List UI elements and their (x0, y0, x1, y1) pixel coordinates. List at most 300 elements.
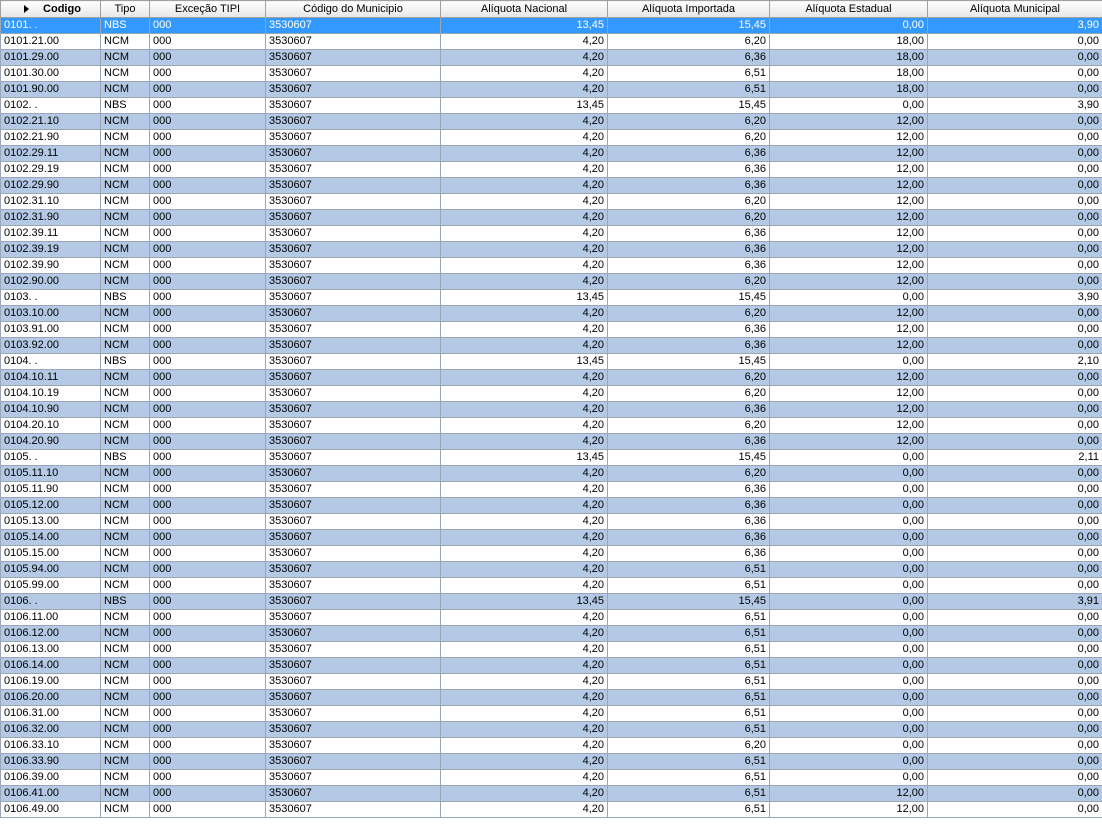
aliquota-nacional-cell[interactable]: 4,20 (441, 194, 608, 210)
aliquota-nacional-cell[interactable]: 4,20 (441, 66, 608, 82)
aliquota-municipal-cell[interactable]: 0,00 (928, 642, 1102, 658)
excecao-tipi-cell[interactable]: 000 (150, 770, 266, 786)
excecao-tipi-cell[interactable]: 000 (150, 194, 266, 210)
tipo-cell[interactable]: NCM (101, 50, 150, 66)
aliquota-importada-cell[interactable]: 15,45 (608, 354, 770, 370)
aliquota-nacional-cell[interactable]: 4,20 (441, 162, 608, 178)
excecao-tipi-cell[interactable]: 000 (150, 370, 266, 386)
tipo-cell[interactable]: NCM (101, 402, 150, 418)
codigo-cell[interactable]: 0106.20.00 (1, 690, 101, 706)
codigo-municipio-cell[interactable]: 3530607 (266, 306, 441, 322)
aliquota-nacional-cell[interactable]: 4,20 (441, 370, 608, 386)
tipo-cell[interactable]: NCM (101, 802, 150, 818)
table-row[interactable] (1, 482, 1102, 498)
codigo-municipio-cell[interactable]: 3530607 (266, 706, 441, 722)
aliquota-estadual-cell[interactable]: 0,00 (770, 498, 928, 514)
codigo-municipio-cell[interactable]: 3530607 (266, 610, 441, 626)
aliquota-importada-cell[interactable]: 6,51 (608, 610, 770, 626)
aliquota-estadual-cell[interactable]: 0,00 (770, 98, 928, 114)
tipo-cell[interactable]: NBS (101, 594, 150, 610)
excecao-tipi-cell[interactable]: 000 (150, 50, 266, 66)
aliquota-importada-cell[interactable]: 6,51 (608, 722, 770, 738)
aliquota-importada-cell[interactable]: 6,20 (608, 34, 770, 50)
excecao-tipi-cell[interactable]: 000 (150, 418, 266, 434)
codigo-cell[interactable]: 0101.21.00 (1, 34, 101, 50)
excecao-tipi-cell[interactable]: 000 (150, 514, 266, 530)
aliquota-estadual-cell[interactable]: 12,00 (770, 226, 928, 242)
aliquota-importada-cell[interactable]: 6,36 (608, 322, 770, 338)
tipo-cell[interactable]: NCM (101, 722, 150, 738)
aliquota-estadual-cell[interactable]: 0,00 (770, 658, 928, 674)
codigo-cell[interactable]: 0106.11.00 (1, 610, 101, 626)
aliquota-importada-cell[interactable]: 6,20 (608, 130, 770, 146)
codigo-municipio-cell[interactable]: 3530607 (266, 642, 441, 658)
aliquota-municipal-cell[interactable]: 0,00 (928, 162, 1102, 178)
tipo-cell[interactable]: NCM (101, 178, 150, 194)
tipo-cell[interactable]: NBS (101, 450, 150, 466)
aliquota-municipal-cell[interactable]: 0,00 (928, 114, 1102, 130)
excecao-tipi-cell[interactable]: 000 (150, 226, 266, 242)
excecao-tipi-cell[interactable]: 000 (150, 210, 266, 226)
excecao-tipi-cell[interactable]: 000 (150, 626, 266, 642)
table-row[interactable] (1, 162, 1102, 178)
codigo-cell[interactable]: 0104. . (1, 354, 101, 370)
aliquota-estadual-cell[interactable]: 0,00 (770, 466, 928, 482)
codigo-cell[interactable]: 0102.29.90 (1, 178, 101, 194)
codigo-municipio-cell[interactable]: 3530607 (266, 290, 441, 306)
codigo-municipio-cell[interactable]: 3530607 (266, 98, 441, 114)
aliquota-nacional-cell[interactable]: 4,20 (441, 770, 608, 786)
excecao-tipi-cell[interactable]: 000 (150, 162, 266, 178)
codigo-municipio-cell[interactable]: 3530607 (266, 514, 441, 530)
codigo-cell[interactable]: 0106.32.00 (1, 722, 101, 738)
codigo-cell[interactable]: 0102.39.11 (1, 226, 101, 242)
aliquota-nacional-cell[interactable]: 4,20 (441, 466, 608, 482)
column-header-aliquota-importada[interactable]: Alíquota Importada (608, 1, 770, 18)
aliquota-estadual-cell[interactable]: 18,00 (770, 66, 928, 82)
aliquota-estadual-cell[interactable]: 12,00 (770, 274, 928, 290)
table-row[interactable] (1, 770, 1102, 786)
table-row[interactable] (1, 706, 1102, 722)
codigo-cell[interactable]: 0105.99.00 (1, 578, 101, 594)
aliquota-estadual-cell[interactable]: 12,00 (770, 130, 928, 146)
codigo-cell[interactable]: 0103.91.00 (1, 322, 101, 338)
tipo-cell[interactable]: NCM (101, 658, 150, 674)
tipo-cell[interactable]: NCM (101, 258, 150, 274)
tipo-cell[interactable]: NCM (101, 322, 150, 338)
aliquota-estadual-cell[interactable]: 0,00 (770, 546, 928, 562)
aliquota-nacional-cell[interactable]: 4,20 (441, 706, 608, 722)
table-row[interactable] (1, 514, 1102, 530)
aliquota-municipal-cell[interactable]: 0,00 (928, 402, 1102, 418)
codigo-cell[interactable]: 0105.11.90 (1, 482, 101, 498)
aliquota-estadual-cell[interactable]: 12,00 (770, 306, 928, 322)
aliquota-estadual-cell[interactable]: 12,00 (770, 322, 928, 338)
table-row[interactable] (1, 658, 1102, 674)
table-row[interactable] (1, 370, 1102, 386)
aliquota-municipal-cell[interactable]: 3,90 (928, 98, 1102, 114)
codigo-cell[interactable]: 0106.49.00 (1, 802, 101, 818)
codigo-cell[interactable]: 0102.21.90 (1, 130, 101, 146)
codigo-municipio-cell[interactable]: 3530607 (266, 626, 441, 642)
aliquota-estadual-cell[interactable]: 0,00 (770, 354, 928, 370)
tipo-cell[interactable]: NCM (101, 498, 150, 514)
table-row[interactable] (1, 274, 1102, 290)
codigo-municipio-cell[interactable]: 3530607 (266, 658, 441, 674)
codigo-cell[interactable]: 0106.13.00 (1, 642, 101, 658)
excecao-tipi-cell[interactable]: 000 (150, 658, 266, 674)
aliquota-estadual-cell[interactable]: 12,00 (770, 402, 928, 418)
excecao-tipi-cell[interactable]: 000 (150, 338, 266, 354)
tipo-cell[interactable]: NCM (101, 306, 150, 322)
excecao-tipi-cell[interactable]: 000 (150, 274, 266, 290)
codigo-cell[interactable]: 0106.33.10 (1, 738, 101, 754)
codigo-cell[interactable]: 0104.20.90 (1, 434, 101, 450)
aliquota-municipal-cell[interactable]: 0,00 (928, 370, 1102, 386)
aliquota-municipal-cell[interactable]: 0,00 (928, 738, 1102, 754)
aliquota-municipal-cell[interactable]: 0,00 (928, 338, 1102, 354)
aliquota-estadual-cell[interactable]: 18,00 (770, 34, 928, 50)
tipo-cell[interactable]: NCM (101, 274, 150, 290)
codigo-cell[interactable]: 0105.14.00 (1, 530, 101, 546)
table-row[interactable] (1, 466, 1102, 482)
excecao-tipi-cell[interactable]: 000 (150, 498, 266, 514)
aliquota-municipal-cell[interactable]: 0,00 (928, 674, 1102, 690)
excecao-tipi-cell[interactable]: 000 (150, 546, 266, 562)
tipo-cell[interactable]: NCM (101, 770, 150, 786)
aliquota-nacional-cell[interactable]: 4,20 (441, 562, 608, 578)
aliquota-estadual-cell[interactable]: 12,00 (770, 162, 928, 178)
aliquota-municipal-cell[interactable]: 0,00 (928, 242, 1102, 258)
table-row[interactable] (1, 130, 1102, 146)
excecao-tipi-cell[interactable]: 000 (150, 674, 266, 690)
aliquota-nacional-cell[interactable]: 13,45 (441, 18, 608, 34)
table-row[interactable] (1, 546, 1102, 562)
tipo-cell[interactable]: NCM (101, 706, 150, 722)
codigo-municipio-cell[interactable]: 3530607 (266, 226, 441, 242)
aliquota-estadual-cell[interactable]: 12,00 (770, 258, 928, 274)
excecao-tipi-cell[interactable]: 000 (150, 402, 266, 418)
aliquota-municipal-cell[interactable]: 0,00 (928, 482, 1102, 498)
aliquota-municipal-cell[interactable]: 3,91 (928, 594, 1102, 610)
aliquota-municipal-cell[interactable]: 0,00 (928, 626, 1102, 642)
codigo-municipio-cell[interactable]: 3530607 (266, 18, 441, 34)
aliquota-municipal-cell[interactable]: 0,00 (928, 194, 1102, 210)
column-header-excecao-tipi[interactable]: Exceção TIPI (150, 1, 266, 18)
tipo-cell[interactable]: NCM (101, 674, 150, 690)
codigo-municipio-cell[interactable]: 3530607 (266, 562, 441, 578)
aliquota-importada-cell[interactable]: 6,36 (608, 258, 770, 274)
codigo-municipio-cell[interactable]: 3530607 (266, 498, 441, 514)
aliquota-estadual-cell[interactable]: 18,00 (770, 50, 928, 66)
table-row[interactable] (1, 210, 1102, 226)
aliquota-municipal-cell[interactable]: 0,00 (928, 418, 1102, 434)
tipo-cell[interactable]: NCM (101, 642, 150, 658)
aliquota-importada-cell[interactable]: 6,51 (608, 66, 770, 82)
excecao-tipi-cell[interactable]: 000 (150, 786, 266, 802)
aliquota-importada-cell[interactable]: 6,36 (608, 242, 770, 258)
aliquota-estadual-cell[interactable]: 12,00 (770, 242, 928, 258)
codigo-cell[interactable]: 0106.41.00 (1, 786, 101, 802)
aliquota-estadual-cell[interactable]: 0,00 (770, 290, 928, 306)
aliquota-nacional-cell[interactable]: 4,20 (441, 674, 608, 690)
aliquota-estadual-cell[interactable]: 18,00 (770, 82, 928, 98)
tipo-cell[interactable]: NCM (101, 530, 150, 546)
aliquota-nacional-cell[interactable]: 4,20 (441, 690, 608, 706)
table-row[interactable] (1, 626, 1102, 642)
codigo-cell[interactable]: 0106.19.00 (1, 674, 101, 690)
aliquota-municipal-cell[interactable]: 0,00 (928, 434, 1102, 450)
aliquota-estadual-cell[interactable]: 0,00 (770, 754, 928, 770)
excecao-tipi-cell[interactable]: 000 (150, 754, 266, 770)
aliquota-estadual-cell[interactable]: 0,00 (770, 626, 928, 642)
excecao-tipi-cell[interactable]: 000 (150, 114, 266, 130)
codigo-municipio-cell[interactable]: 3530607 (266, 274, 441, 290)
aliquota-importada-cell[interactable]: 15,45 (608, 594, 770, 610)
table-row[interactable] (1, 434, 1102, 450)
codigo-municipio-cell[interactable]: 3530607 (266, 34, 441, 50)
aliquota-importada-cell[interactable]: 6,20 (608, 306, 770, 322)
codigo-municipio-cell[interactable]: 3530607 (266, 338, 441, 354)
aliquota-municipal-cell[interactable]: 3,90 (928, 290, 1102, 306)
aliquota-estadual-cell[interactable]: 12,00 (770, 434, 928, 450)
aliquota-nacional-cell[interactable]: 4,20 (441, 610, 608, 626)
aliquota-nacional-cell[interactable]: 13,45 (441, 594, 608, 610)
codigo-municipio-cell[interactable]: 3530607 (266, 786, 441, 802)
codigo-municipio-cell[interactable]: 3530607 (266, 738, 441, 754)
aliquota-nacional-cell[interactable]: 4,20 (441, 274, 608, 290)
column-header-codigo[interactable] (1, 1, 101, 18)
aliquota-municipal-cell[interactable]: 0,00 (928, 306, 1102, 322)
codigo-municipio-cell[interactable]: 3530607 (266, 466, 441, 482)
aliquota-estadual-cell[interactable]: 12,00 (770, 114, 928, 130)
excecao-tipi-cell[interactable]: 000 (150, 690, 266, 706)
tipo-cell[interactable]: NBS (101, 18, 150, 34)
aliquota-importada-cell[interactable]: 6,51 (608, 626, 770, 642)
aliquota-importada-cell[interactable]: 6,20 (608, 418, 770, 434)
aliquota-municipal-cell[interactable]: 0,00 (928, 498, 1102, 514)
tipo-cell[interactable]: NCM (101, 610, 150, 626)
aliquota-municipal-cell[interactable]: 2,10 (928, 354, 1102, 370)
codigo-municipio-cell[interactable]: 3530607 (266, 386, 441, 402)
aliquota-nacional-cell[interactable]: 4,20 (441, 802, 608, 818)
codigo-municipio-cell[interactable]: 3530607 (266, 802, 441, 818)
aliquota-importada-cell[interactable]: 6,51 (608, 562, 770, 578)
aliquota-nacional-cell[interactable]: 4,20 (441, 786, 608, 802)
tipo-cell[interactable]: NBS (101, 354, 150, 370)
table-row[interactable] (1, 418, 1102, 434)
table-row[interactable] (1, 50, 1102, 66)
tipo-cell[interactable]: NCM (101, 418, 150, 434)
aliquota-municipal-cell[interactable]: 0,00 (928, 722, 1102, 738)
tipo-cell[interactable]: NCM (101, 338, 150, 354)
aliquota-estadual-cell[interactable]: 0,00 (770, 594, 928, 610)
aliquota-estadual-cell[interactable]: 0,00 (770, 562, 928, 578)
codigo-municipio-cell[interactable]: 3530607 (266, 354, 441, 370)
excecao-tipi-cell[interactable]: 000 (150, 130, 266, 146)
aliquota-municipal-cell[interactable]: 0,00 (928, 258, 1102, 274)
codigo-cell[interactable]: 0106.33.90 (1, 754, 101, 770)
aliquota-nacional-cell[interactable]: 4,20 (441, 434, 608, 450)
aliquota-importada-cell[interactable]: 6,36 (608, 338, 770, 354)
column-header-aliquota-estadual[interactable]: Alíquota Estadual (770, 1, 928, 18)
aliquota-importada-cell[interactable]: 15,45 (608, 290, 770, 306)
codigo-cell[interactable]: 0104.10.90 (1, 402, 101, 418)
table-row[interactable] (1, 402, 1102, 418)
aliquota-importada-cell[interactable]: 6,51 (608, 802, 770, 818)
table-row[interactable] (1, 674, 1102, 690)
codigo-cell[interactable]: 0102.29.19 (1, 162, 101, 178)
excecao-tipi-cell[interactable]: 000 (150, 34, 266, 50)
aliquota-estadual-cell[interactable]: 0,00 (770, 738, 928, 754)
aliquota-municipal-cell[interactable]: 0,00 (928, 770, 1102, 786)
tipo-cell[interactable]: NCM (101, 786, 150, 802)
excecao-tipi-cell[interactable]: 000 (150, 146, 266, 162)
tipo-cell[interactable]: NCM (101, 626, 150, 642)
codigo-cell[interactable]: 0106.12.00 (1, 626, 101, 642)
aliquota-municipal-cell[interactable]: 0,00 (928, 786, 1102, 802)
codigo-cell[interactable]: 0106.39.00 (1, 770, 101, 786)
aliquota-importada-cell[interactable]: 6,36 (608, 434, 770, 450)
excecao-tipi-cell[interactable]: 000 (150, 434, 266, 450)
aliquota-municipal-cell[interactable]: 3,90 (928, 18, 1102, 34)
aliquota-estadual-cell[interactable]: 0,00 (770, 674, 928, 690)
codigo-cell[interactable]: 0101.90.00 (1, 82, 101, 98)
codigo-municipio-cell[interactable]: 3530607 (266, 578, 441, 594)
tipo-cell[interactable]: NBS (101, 98, 150, 114)
aliquota-importada-cell[interactable]: 6,51 (608, 82, 770, 98)
table-row[interactable] (1, 146, 1102, 162)
tipo-cell[interactable]: NCM (101, 162, 150, 178)
tipo-cell[interactable]: NCM (101, 226, 150, 242)
tipo-cell[interactable]: NCM (101, 514, 150, 530)
table-row[interactable] (1, 530, 1102, 546)
aliquota-municipal-cell[interactable]: 0,00 (928, 706, 1102, 722)
aliquota-nacional-cell[interactable]: 4,20 (441, 50, 608, 66)
aliquota-estadual-cell[interactable]: 0,00 (770, 530, 928, 546)
aliquota-estadual-cell[interactable]: 12,00 (770, 194, 928, 210)
table-row[interactable] (1, 194, 1102, 210)
codigo-cell[interactable]: 0102.31.90 (1, 210, 101, 226)
table-row[interactable] (1, 82, 1102, 98)
tipo-cell[interactable]: NCM (101, 130, 150, 146)
excecao-tipi-cell[interactable]: 000 (150, 178, 266, 194)
aliquota-municipal-cell[interactable]: 0,00 (928, 610, 1102, 626)
column-header-codigo-municipio[interactable]: Código do Municipio (266, 1, 441, 18)
aliquota-importada-cell[interactable]: 6,51 (608, 578, 770, 594)
aliquota-nacional-cell[interactable]: 4,20 (441, 322, 608, 338)
codigo-municipio-cell[interactable]: 3530607 (266, 370, 441, 386)
aliquota-nacional-cell[interactable]: 13,45 (441, 290, 608, 306)
table-row[interactable] (1, 450, 1102, 466)
codigo-cell[interactable]: 0105.11.10 (1, 466, 101, 482)
aliquota-municipal-cell[interactable]: 0,00 (928, 386, 1102, 402)
aliquota-municipal-cell[interactable]: 0,00 (928, 466, 1102, 482)
aliquota-nacional-cell[interactable]: 4,20 (441, 258, 608, 274)
excecao-tipi-cell[interactable]: 000 (150, 642, 266, 658)
aliquota-nacional-cell[interactable]: 4,20 (441, 130, 608, 146)
table-row[interactable] (1, 610, 1102, 626)
aliquota-importada-cell[interactable]: 6,51 (608, 690, 770, 706)
codigo-cell[interactable]: 0104.20.10 (1, 418, 101, 434)
excecao-tipi-cell[interactable]: 000 (150, 354, 266, 370)
codigo-municipio-cell[interactable]: 3530607 (266, 178, 441, 194)
tipo-cell[interactable]: NCM (101, 434, 150, 450)
aliquota-nacional-cell[interactable]: 4,20 (441, 546, 608, 562)
excecao-tipi-cell[interactable]: 000 (150, 738, 266, 754)
aliquota-estadual-cell[interactable]: 0,00 (770, 610, 928, 626)
aliquota-municipal-cell[interactable]: 0,00 (928, 178, 1102, 194)
aliquota-nacional-cell[interactable]: 4,20 (441, 418, 608, 434)
aliquota-nacional-cell[interactable]: 4,20 (441, 402, 608, 418)
excecao-tipi-cell[interactable]: 000 (150, 466, 266, 482)
excecao-tipi-cell[interactable]: 000 (150, 594, 266, 610)
codigo-cell[interactable]: 0102.39.19 (1, 242, 101, 258)
codigo-cell[interactable]: 0105.12.00 (1, 498, 101, 514)
aliquota-importada-cell[interactable]: 6,51 (608, 770, 770, 786)
codigo-municipio-cell[interactable]: 3530607 (266, 674, 441, 690)
aliquota-municipal-cell[interactable]: 0,00 (928, 82, 1102, 98)
aliquota-municipal-cell[interactable]: 0,00 (928, 34, 1102, 50)
codigo-cell[interactable]: 0106.31.00 (1, 706, 101, 722)
excecao-tipi-cell[interactable]: 000 (150, 722, 266, 738)
codigo-municipio-cell[interactable]: 3530607 (266, 258, 441, 274)
tipo-cell[interactable]: NCM (101, 738, 150, 754)
tipo-cell[interactable]: NCM (101, 194, 150, 210)
aliquota-importada-cell[interactable]: 6,20 (608, 386, 770, 402)
table-row[interactable] (1, 354, 1102, 370)
aliquota-nacional-cell[interactable]: 4,20 (441, 578, 608, 594)
table-row[interactable] (1, 114, 1102, 130)
codigo-cell[interactable]: 0106.14.00 (1, 658, 101, 674)
tipo-cell[interactable]: NCM (101, 754, 150, 770)
tipo-cell[interactable]: NCM (101, 34, 150, 50)
codigo-municipio-cell[interactable]: 3530607 (266, 66, 441, 82)
aliquota-importada-cell[interactable]: 6,36 (608, 530, 770, 546)
aliquota-estadual-cell[interactable]: 12,00 (770, 178, 928, 194)
excecao-tipi-cell[interactable]: 000 (150, 610, 266, 626)
codigo-municipio-cell[interactable]: 3530607 (266, 402, 441, 418)
aliquota-nacional-cell[interactable]: 4,20 (441, 178, 608, 194)
aliquota-municipal-cell[interactable]: 2,11 (928, 450, 1102, 466)
table-row[interactable] (1, 562, 1102, 578)
aliquota-importada-cell[interactable]: 6,20 (608, 274, 770, 290)
codigo-cell[interactable]: 0102.90.00 (1, 274, 101, 290)
tipo-cell[interactable]: NCM (101, 66, 150, 82)
codigo-municipio-cell[interactable]: 3530607 (266, 130, 441, 146)
aliquota-importada-cell[interactable]: 6,36 (608, 402, 770, 418)
excecao-tipi-cell[interactable]: 000 (150, 82, 266, 98)
codigo-municipio-cell[interactable]: 3530607 (266, 690, 441, 706)
codigo-municipio-cell[interactable]: 3530607 (266, 146, 441, 162)
codigo-cell[interactable]: 0103.92.00 (1, 338, 101, 354)
aliquota-municipal-cell[interactable]: 0,00 (928, 146, 1102, 162)
aliquota-municipal-cell[interactable]: 0,00 (928, 274, 1102, 290)
aliquota-nacional-cell[interactable]: 4,20 (441, 626, 608, 642)
aliquota-nacional-cell[interactable]: 13,45 (441, 98, 608, 114)
aliquota-importada-cell[interactable]: 6,20 (608, 114, 770, 130)
aliquota-importada-cell[interactable]: 6,20 (608, 370, 770, 386)
excecao-tipi-cell[interactable]: 000 (150, 706, 266, 722)
aliquota-municipal-cell[interactable]: 0,00 (928, 658, 1102, 674)
tipo-cell[interactable]: NCM (101, 210, 150, 226)
codigo-cell[interactable]: 0104.10.11 (1, 370, 101, 386)
aliquota-nacional-cell[interactable]: 4,20 (441, 482, 608, 498)
aliquota-importada-cell[interactable]: 6,36 (608, 546, 770, 562)
aliquota-estadual-cell[interactable]: 12,00 (770, 386, 928, 402)
codigo-cell[interactable]: 0102.39.90 (1, 258, 101, 274)
aliquota-estadual-cell[interactable]: 12,00 (770, 802, 928, 818)
